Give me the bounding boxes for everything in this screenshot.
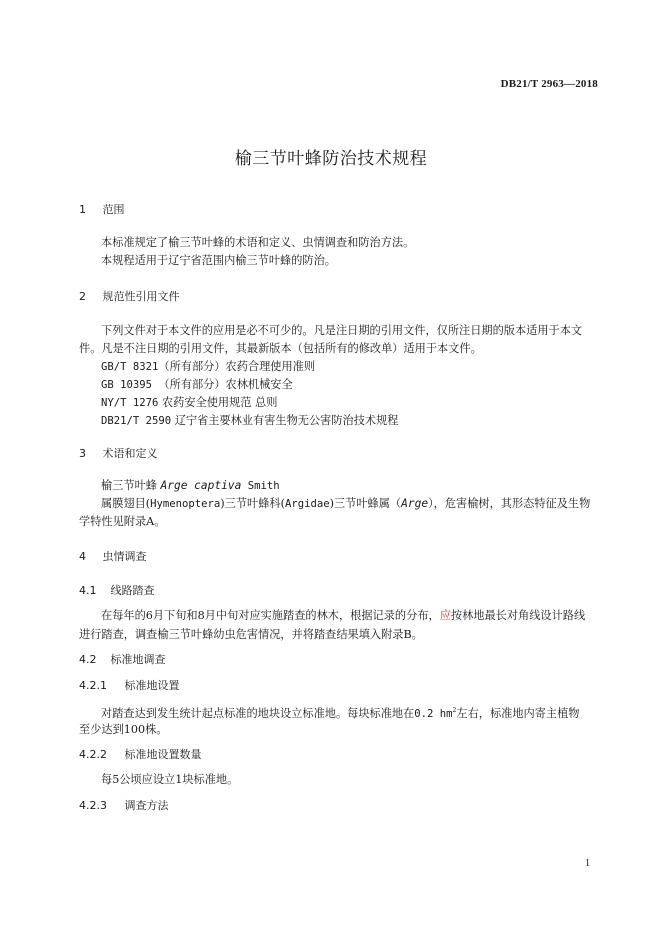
section-4-2-1-heading [79, 677, 180, 693]
paragraph: 本标准规定了榆三节叶蜂的术语和定义、虫情调查和防治方法。 [101, 236, 415, 249]
family-name: Argidae [284, 498, 330, 510]
paragraph: 至少达到100株。 [79, 723, 168, 736]
document-title: 榆三节叶蜂防治技术规程 [234, 149, 428, 169]
section-number: 4.2.2 [79, 748, 107, 761]
term-entry [79, 476, 623, 496]
order-name: Hymenoptera [150, 498, 221, 510]
section-3-heading [79, 445, 158, 461]
reference-title: 辽宁省主要林业有害生物无公害防治技术规程 [171, 414, 399, 427]
paragraph-text: 左右，标准地内寄主植物 [456, 707, 580, 720]
section-4-2-heading [79, 651, 166, 667]
definition-text: )三节叶蜂属（ [329, 497, 402, 510]
paragraph [79, 606, 623, 625]
reference-code: DB21/T 2590 [101, 415, 172, 427]
reference-item [79, 411, 623, 431]
section-title: 术语和定义 [102, 447, 158, 460]
section-4-2-2-heading [79, 746, 202, 762]
paragraph-text: 按林地最长对角线设计路线 [450, 609, 586, 622]
section-title: 规范性引用文件 [102, 290, 180, 303]
paragraph: 本规程适用于辽宁省范围内榆三节叶蜂的防治。 [101, 254, 336, 267]
section-title: 虫情调查 [102, 550, 147, 563]
genus-name: Arge [401, 497, 429, 510]
section-title: 范围 [102, 203, 125, 216]
reference-title: （所有部分）农林机械安全 [158, 378, 293, 391]
reference-code: NY/T 1276 [101, 397, 159, 409]
section-title: 线路踏查 [110, 584, 155, 597]
section-title: 调查方法 [124, 799, 169, 812]
section-number: 4.2 [79, 653, 97, 666]
section-title: 标准地设置数量 [124, 748, 202, 761]
reference-item [79, 393, 623, 413]
term-definition [79, 494, 623, 514]
section-number: 1 [79, 203, 86, 216]
section-title: 标准地设置 [124, 679, 180, 692]
paragraph: 学特性见附录A。 [79, 515, 166, 528]
paragraph: 每5公顷应设立1块标准地。 [101, 773, 239, 786]
section-title: 标准地调查 [110, 653, 166, 666]
paragraph: 进行踏查，调查榆三节叶蜂幼虫危害情况，并将踏查结果填入附录B。 [79, 628, 423, 641]
section-4-1-heading [79, 582, 155, 598]
reference-title: 农药安全使用规范 总则 [158, 396, 278, 409]
superscript: 2 [452, 707, 457, 714]
section-4-heading [79, 548, 147, 564]
term-chinese: 榆三节叶蜂 [101, 479, 161, 492]
section-number: 4.2.3 [79, 799, 107, 812]
reference-code: GB/T 8321 [101, 361, 159, 373]
paragraph-text: 对踏查达到发生统计起点标准的地块设立标准地。每块标准地在 [101, 707, 415, 720]
paragraph: 下列文件对于本文件的应用是必不可少的。凡是注日期的引用文件，仅所注日期的版本适用于本文 [101, 324, 583, 337]
reference-code: GB 10395 [101, 379, 159, 391]
section-number: 4 [79, 550, 86, 563]
page-number: 1 [585, 858, 590, 869]
paragraph: 件。凡是不注日期的引用文件，其最新版本（包括所有的修改单）适用于本文件。 [79, 342, 482, 355]
paragraph-text: 在每年的6月下旬和8月中旬对应实施踏查的林木，根据记录的分布， [101, 609, 440, 622]
highlighted-text: 应 [439, 609, 451, 622]
definition-text: 属膜翅目( [101, 497, 151, 510]
reference-title: （所有部分）农药合理使用准则 [158, 360, 316, 373]
reference-item [79, 357, 623, 377]
term-author: Smith [241, 480, 280, 492]
reference-item [79, 375, 623, 395]
section-number: 3 [79, 447, 86, 460]
section-number: 4.2.1 [79, 679, 107, 692]
section-number: 2 [79, 290, 86, 303]
area-value: 0.2 hm [414, 708, 453, 720]
section-number: 4.1 [79, 584, 97, 597]
section-2-heading [79, 288, 180, 304]
term-latin: Arge captiva [160, 479, 242, 492]
section-1-heading [79, 201, 125, 217]
definition-text: )三节叶蜂科( [220, 497, 285, 510]
definition-text: ），危害榆树，其形态特征及生物 [428, 497, 591, 510]
section-4-2-3-heading [79, 797, 169, 813]
standard-code: DB21/T 2963—2018 [500, 78, 598, 90]
